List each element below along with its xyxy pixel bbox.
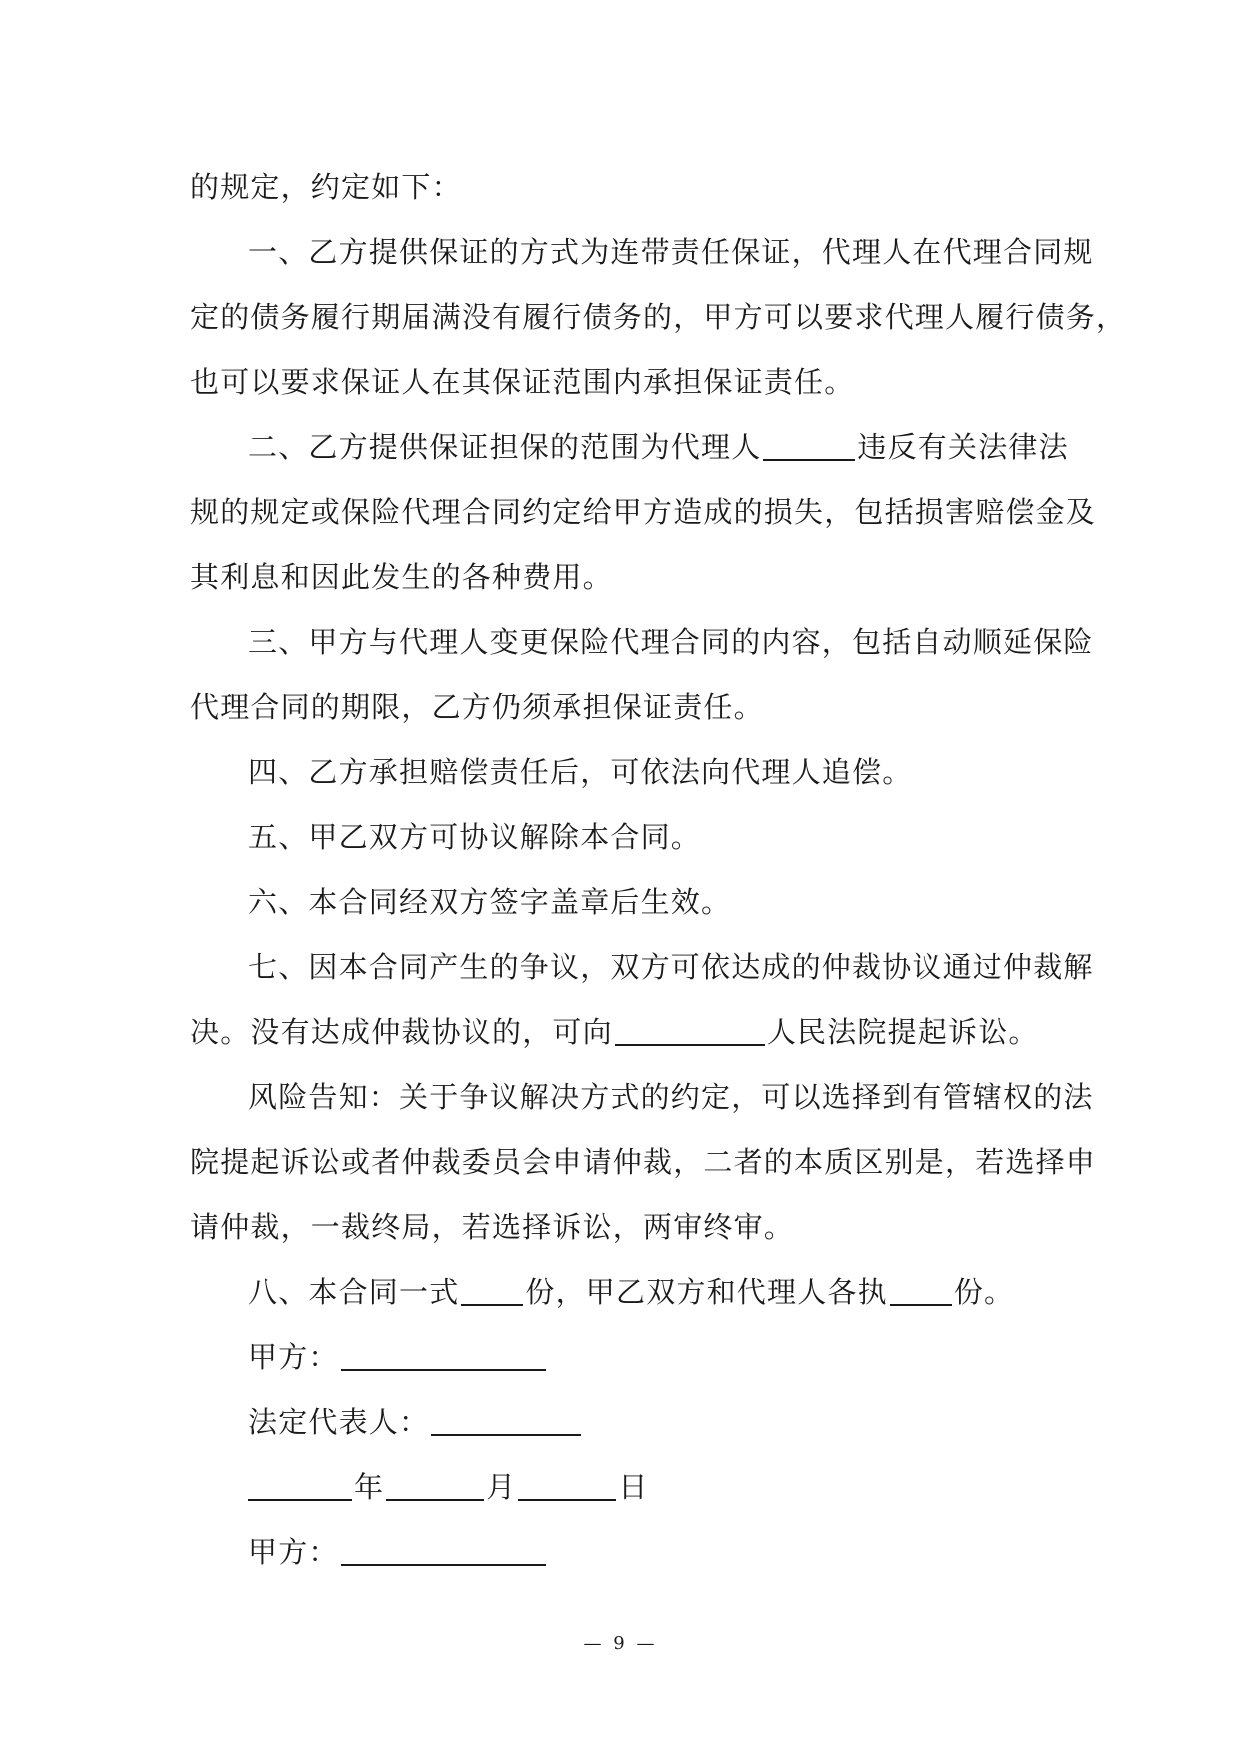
risk-notice	[190, 1065, 1094, 1130]
text: 规的规定或保险代理合同约定给甲方造成的损失，包括损害赔偿金及	[190, 495, 1097, 529]
text: 违反有关法律法	[857, 430, 1069, 464]
text: 院提起诉讼或者仲裁委员会申请仲裁，二者的本质区别是，若选择申	[190, 1145, 1097, 1179]
paragraph-line	[190, 155, 1060, 220]
clause-1	[190, 220, 1094, 285]
paragraph-line	[190, 480, 1097, 545]
text: 六、本合同经双方签字盖章后生效。	[248, 885, 732, 919]
paragraph-line	[190, 545, 1060, 610]
paragraph-line	[190, 350, 1060, 415]
text: 八、本合同一式	[248, 1275, 460, 1309]
text: 也可以要求保证人在其保证范围内承担保证责任。	[190, 365, 855, 399]
month-blank[interactable]	[386, 1469, 484, 1501]
agent-name-blank[interactable]	[763, 429, 855, 461]
legal-representative-signature	[190, 1390, 1060, 1455]
text: 人民法院提起诉讼。	[766, 1015, 1039, 1049]
text: 四、乙方承担赔偿责任后，可依法向代理人追偿。	[248, 755, 913, 789]
text: 决。没有达成仲裁协议的，可向	[190, 1015, 613, 1049]
copies-each-blank[interactable]	[890, 1274, 952, 1306]
clause-2	[190, 415, 1069, 480]
text: 一、乙方提供保证的方式为连带责任保证，代理人在代理合同规	[248, 235, 1094, 269]
text: 二、乙方提供保证担保的范围为代理人	[248, 430, 762, 464]
party-a-signature	[190, 1325, 1060, 1390]
clause-7	[190, 935, 1094, 1000]
text: 五、甲乙双方可协议解除本合同。	[248, 820, 702, 854]
signing-date	[190, 1455, 1060, 1520]
text: 定的债务履行期届满没有履行债务的，甲方可以要求代理人履行债务，	[190, 300, 1127, 334]
party-a-blank[interactable]	[341, 1534, 546, 1566]
clause-8	[190, 1260, 1060, 1325]
text: 份，甲乙双方和代理人各执	[525, 1275, 888, 1309]
day-blank[interactable]	[518, 1469, 616, 1501]
clause-5	[190, 805, 1060, 870]
page-number: — 9 —	[583, 1633, 658, 1654]
document-body	[190, 155, 1127, 1585]
clause-6	[190, 870, 1060, 935]
text: 风险告知：关于争议解决方式的约定，可以选择到有管辖权的法	[248, 1080, 1094, 1114]
text: 其利息和因此发生的各种费用。	[190, 560, 613, 594]
clause-4	[190, 740, 1060, 805]
paragraph-line	[190, 675, 1060, 740]
clause-3	[190, 610, 1094, 675]
text: 请仲裁，一裁终局，若选择诉讼，两审终审。	[190, 1210, 795, 1244]
paragraph-line	[190, 285, 1127, 350]
text: 七、因本合同产生的争议，双方可依达成的仲裁协议通过仲裁解	[248, 950, 1094, 984]
label: 法定代表人：	[248, 1405, 430, 1439]
party-a-blank[interactable]	[341, 1339, 546, 1371]
paragraph-line	[190, 1000, 1060, 1065]
day-label: 日	[618, 1470, 649, 1504]
month-label: 月	[486, 1470, 517, 1504]
text: 三、甲方与代理人变更保险代理合同的内容，包括自动顺延保险	[248, 625, 1094, 659]
paragraph-line	[190, 1130, 1097, 1195]
legal-representative-blank[interactable]	[431, 1404, 581, 1436]
label: 甲方：	[248, 1535, 339, 1569]
year-blank[interactable]	[248, 1469, 352, 1501]
court-name-blank[interactable]	[615, 1014, 765, 1046]
copies-total-blank[interactable]	[461, 1274, 523, 1306]
paragraph-line	[190, 1195, 1060, 1260]
party-a-signature	[190, 1520, 1060, 1585]
text: 代理合同的期限，乙方仍须承担保证责任。	[190, 690, 764, 724]
text: 的规定，约定如下：	[190, 170, 462, 204]
label: 甲方：	[248, 1340, 339, 1374]
year-label: 年	[354, 1470, 385, 1504]
text: 份。	[953, 1275, 1015, 1309]
